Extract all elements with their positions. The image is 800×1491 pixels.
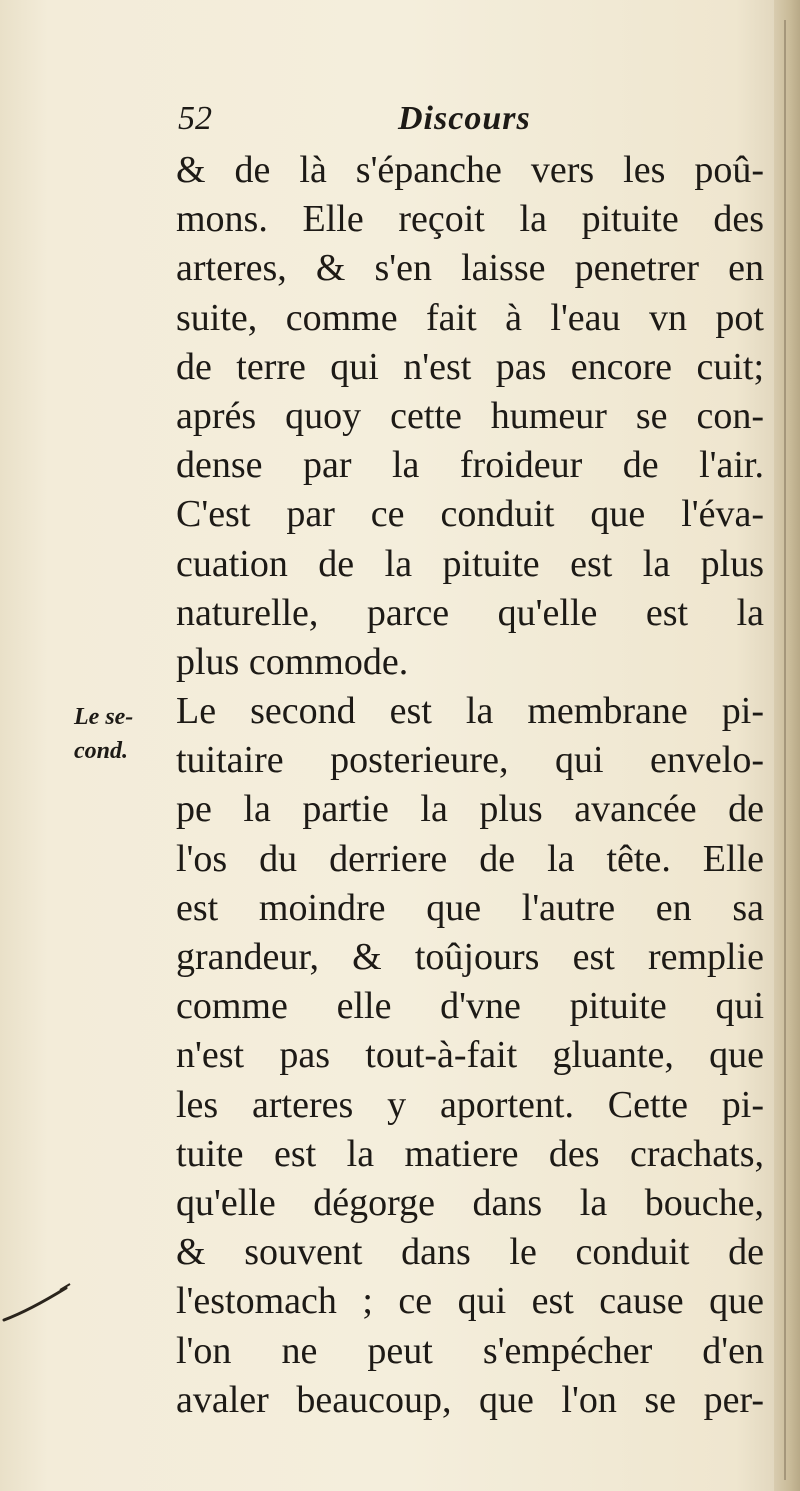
text-line: & de là s'épanche vers les poû- (176, 149, 764, 191)
text-line: aprés quoy cette humeur se con- (176, 394, 764, 437)
handwritten-mark-icon (0, 1276, 80, 1336)
margin-note-line-1: Le se- (74, 704, 134, 730)
text-line: avaler beaucoup, que l'on se per- (176, 1378, 764, 1421)
text-line: dense par la froideur de l'air. (176, 444, 764, 487)
text-line: comme elle d'vne pituite qui (176, 985, 764, 1028)
page-number: 52 (178, 100, 212, 137)
text-line: pe la partie la plus avancée de (176, 788, 764, 831)
text-line: naturelle, parce qu'elle est la (176, 591, 764, 634)
body-text (176, 146, 764, 1425)
running-title: Discours (398, 100, 531, 137)
text-line: arteres, & s'en laisse penetrer en (176, 247, 764, 290)
text-line: cuation de la pituite est la plus (176, 542, 764, 585)
text-line: tuite est la matiere des crachats, (176, 1132, 764, 1175)
text-line: les arteres y aportent. Cette pi- (176, 1083, 764, 1126)
text-line: & souvent dans le conduit de (176, 1231, 764, 1274)
text-line: plus commode. (176, 640, 409, 683)
text-line: l'on ne peut s'empécher d'en (176, 1329, 764, 1372)
text-line: n'est pas tout-à-fait gluante, que (176, 1034, 764, 1077)
text-line: grandeur, & toûjours est remplie (176, 936, 764, 978)
text-line: l'estomach ; ce qui est cause que (176, 1280, 764, 1323)
text-line: suite, comme fait à l'eau vn pot (176, 296, 764, 339)
page-edge (774, 0, 800, 1491)
text-line: mons. Elle reçoit la pituite des (176, 198, 764, 241)
text-line: Le second est la membrane pi- (176, 690, 764, 733)
text-line: l'os du derriere de la tête. Elle (176, 837, 764, 880)
text-line: C'est par ce conduit que l'éva- (176, 493, 764, 536)
text-line: de terre qui n'est pas encore cuit; (176, 345, 764, 388)
margin-note-line-2: cond. (74, 738, 128, 764)
text-line: qu'elle dégorge dans la bouche, (176, 1181, 764, 1224)
page-fold-line (784, 20, 786, 1480)
text-line: est moindre que l'autre en sa (176, 886, 764, 929)
text-line: tuitaire posterieure, qui envelo- (176, 739, 764, 782)
